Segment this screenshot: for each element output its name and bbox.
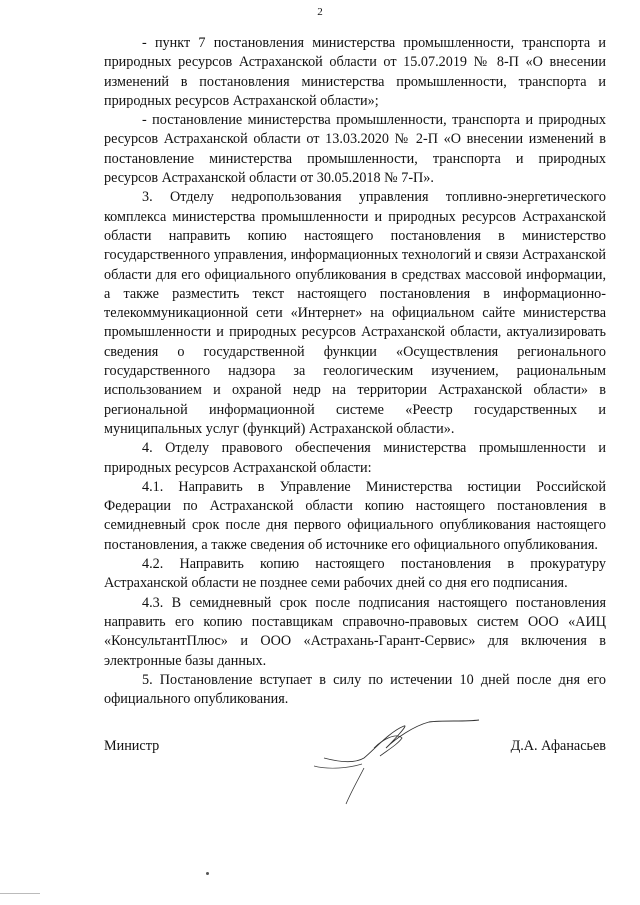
page-number: 2 [317, 6, 323, 18]
paragraph-decree-2p: - постановление министерства промышленности, транспорта и природных ресурсов Астраханской области от 13.03.2020 № 2-П «О внесении изменений в постановление министерства промышленности, транспорта и природных ресурсов Астраханской области от 30.05.2018 № 7-П». [104, 112, 606, 187]
handwritten-signature [304, 718, 494, 808]
document-body [104, 34, 606, 709]
signer-position: Министр [104, 738, 160, 754]
signer-name: Д.А. Афанасьев [510, 738, 606, 754]
paragraph-4-1: 4.1. Направить в Управление Министерства юстиции Российской Федерации по Астраханской области копию настоящего постановления в семидневный срок после дня первого официального опубликования настоящего постановления, а также сведения об источнике его официального опубликования. [104, 478, 606, 553]
footer-line [0, 893, 40, 894]
paragraph-3: 3. Отделу недропользования управления топливно-энергетического комплекса министерства промышленности и природных ресурсов Астраханской области направить копию настоящего постановления в министерство государственного управления, информационных технологий и связи Астраханской области для его официального опубликования в средствах массовой информации, а также разместить текст настоящего постановления в информационно-телекоммуникационной сети «Интернет» на официальном сайте министерства промышленности и природных ресурсов Астраханской области, актуализировать сведения о государственной функции «Осуществления регионального государственного надзора за геологическим изучением, рациональным использованием и охраной недр на территории Астраханской области» в региональной информационной системе «Реестр государственных и муниципальных услуг (функций) Астраханской области». [104, 189, 606, 437]
paragraph-5: 5. Постановление вступает в силу по истечении 10 дней после дня его официального опубликования. [104, 671, 606, 708]
paragraph-item-7: - пункт 7 постановления министерства промышленности, транспорта и природных ресурсов Астраханской области от 15.07.2019 № 8-П «О внесении изменений в постановления министерства промышленности, транспорта и природных ресурсов Астраханской области»; [104, 35, 606, 109]
stray-mark [206, 872, 209, 875]
paragraph-4: 4. Отделу правового обеспечения министерства промышленности и природных ресурсов Астраханской области: [104, 440, 606, 476]
signature-block [104, 738, 606, 828]
paragraph-4-2: 4.2. Направить копию настоящего постановления в прокуратуру Астраханской области не позднее семи рабочих дней со дня его подписания. [104, 556, 606, 592]
paragraph-4-3: 4.3. В семидневный срок после подписания настоящего постановления направить его копию поставщикам справочно-правовых систем ООО «АИЦ «КонсультантПлюс» и ООО «Астрахань-Гарант-Сервис» для включения в электронные базы данных. [104, 594, 606, 669]
